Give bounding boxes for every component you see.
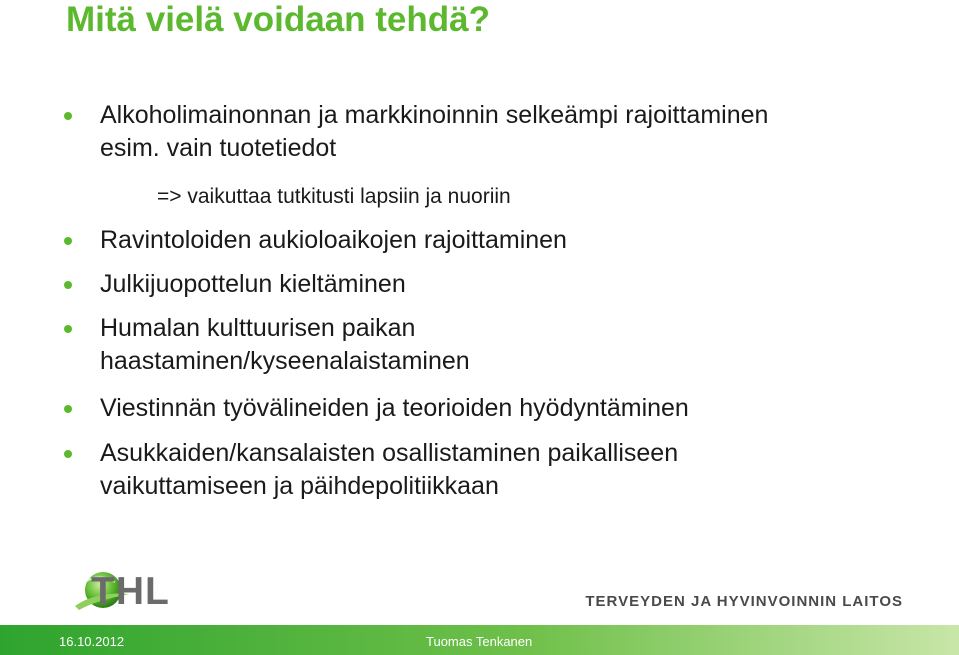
bullet-item xyxy=(100,392,940,425)
bullet-text: Julkijuopottelun kieltäminen xyxy=(100,270,406,298)
bullet-dot-icon xyxy=(64,325,72,333)
bullet-text: Alkoholimainonnan ja markkinoinnin selkeämpi rajoittaminen xyxy=(100,101,769,129)
bullet-text-continued: esim. vain tuotetiedot xyxy=(100,134,337,162)
bullet-text: Viestinnän työvälineiden ja teorioiden hyödyntäminen xyxy=(100,394,689,422)
footer-author: Tuomas Tenkanen xyxy=(426,634,533,649)
bullet-dot-icon xyxy=(64,237,72,245)
bullet-dot-icon xyxy=(64,405,72,413)
bullet-text: Humalan kulttuurisen paikan xyxy=(100,314,416,342)
bullet-dot-icon xyxy=(64,281,72,289)
sub-note: => vaikuttaa tutkitusti lapsiin ja nuoriin xyxy=(157,185,511,208)
bullet-item xyxy=(100,224,940,257)
bullet-text-continued: vaikuttamiseen ja päihdepolitiikkaan xyxy=(100,472,499,500)
bullet-item xyxy=(100,437,940,503)
footer-date: 16.10.2012 xyxy=(59,634,125,649)
bullet-text: Ravintoloiden aukioloaikojen rajoittaminen xyxy=(100,226,567,254)
institute-name: TERVEYDEN JA HYVINVOINNIN LAITOS xyxy=(585,593,903,610)
footer-bar xyxy=(0,625,959,655)
bullet-item xyxy=(100,268,940,301)
bullet-item xyxy=(100,312,940,378)
bullet-text: Asukkaiden/kansalaisten osallistaminen paikalliseen xyxy=(100,439,679,467)
bullet-dot-icon xyxy=(64,450,72,458)
thl-logo-text: THL xyxy=(91,570,170,613)
bullet-dot-icon xyxy=(64,112,72,120)
bullet-item xyxy=(100,99,940,165)
slide-title: Mitä vielä voidaan tehdä? xyxy=(66,0,490,39)
bullet-text-continued: haastaminen/kyseenalaistaminen xyxy=(100,347,470,375)
